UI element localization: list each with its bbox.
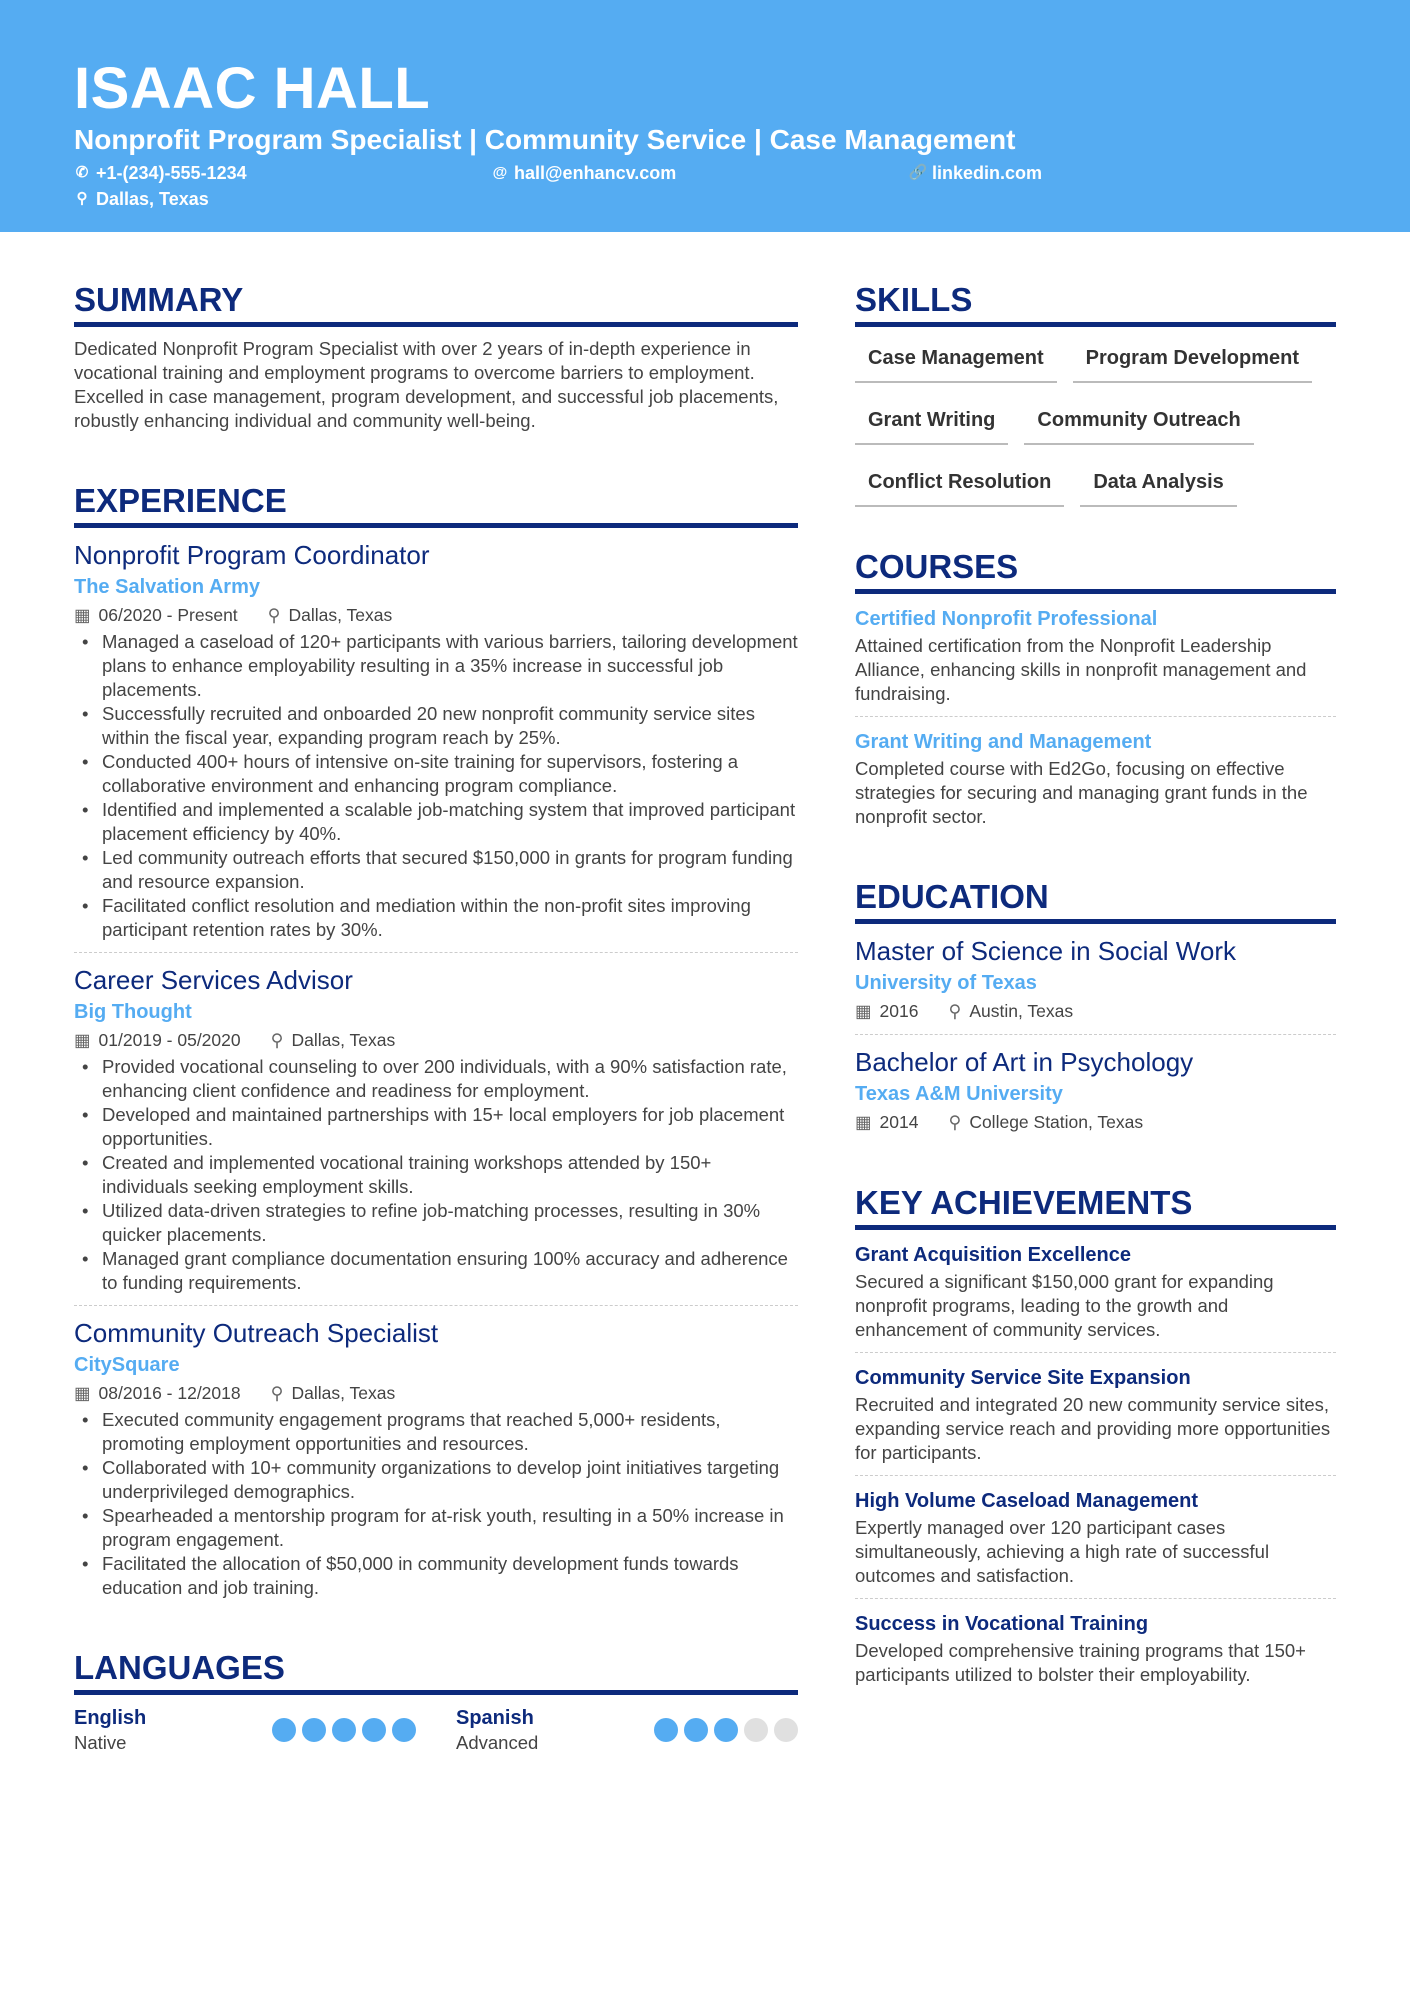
rating-dot (714, 1718, 738, 1742)
achievement-description: Developed comprehensive training programs that 150+ participants utilized to bolster their employability. (855, 1640, 1306, 1685)
bullet-item: • Developed and maintained partnerships with 15+ local employers for job placement opportunities. (74, 1103, 798, 1151)
bullet-item: • Created and implemented vocational training workshops attended by 150+ individuals seeking employment skills. (74, 1151, 798, 1199)
contact-info (74, 160, 1336, 212)
date (855, 1109, 918, 1135)
education-heading: EDUCATION (855, 877, 1336, 924)
candidate-title: Nonprofit Program Specialist | Community Service | Case Management (74, 124, 1016, 155)
date (74, 1027, 241, 1053)
rating-dot (774, 1718, 798, 1742)
bullet-list (74, 1408, 798, 1600)
divider (855, 716, 1336, 717)
company-name: Big Thought (74, 1001, 192, 1023)
link-icon: 🔗 (908, 164, 928, 181)
rating-dot (654, 1718, 678, 1742)
location-pin-icon: ⚲ (267, 605, 281, 625)
divider (74, 1305, 798, 1306)
skill-tag: Data Analysis (1080, 461, 1236, 507)
meta-row (855, 1109, 1336, 1135)
bullet-item: • Facilitated conflict resolution and mediation within the non-profit sites improving participant retention rates by 30%. (74, 894, 798, 942)
skill-tag: Case Management (855, 337, 1057, 383)
bullet-item: • Facilitated the allocation of $50,000 in community development funds towards education and job training. (74, 1552, 798, 1600)
location (271, 1027, 396, 1053)
language-text (74, 1705, 146, 1755)
divider (855, 1034, 1336, 1035)
date (855, 998, 918, 1024)
language-level: Advanced (456, 1732, 539, 1753)
calendar-icon: ▦ (74, 1030, 91, 1050)
course-description: Attained certification from the Nonprofit Leadership Alliance, enhancing skills in nonprofit management and fundraising. (855, 635, 1307, 704)
meta-row (855, 998, 1336, 1024)
languages-heading: LANGUAGES (74, 1648, 798, 1695)
achievement-title: Grant Acquisition Excellence (855, 1244, 1132, 1266)
meta-row (74, 1027, 798, 1053)
divider (855, 1475, 1336, 1476)
bullet-list (74, 630, 798, 942)
calendar-icon: ▦ (74, 605, 91, 625)
skill-tag: Program Development (1073, 337, 1312, 383)
candidate-name: ISAAC HALL (74, 56, 431, 121)
experience-item (74, 1316, 798, 1600)
achievement-title: Community Service Site Expansion (855, 1367, 1191, 1389)
date-text: 2016 (879, 1001, 919, 1021)
left-column (74, 232, 798, 1755)
divider (855, 1352, 1336, 1353)
phone[interactable]: +1-(234)-555-1234 (96, 163, 247, 183)
experience-heading: EXPERIENCE (74, 481, 798, 528)
bullet-item: • Successfully recruited and onboarded 20 new nonprofit community service sites within the fiscal year, expanding program reach by 25%. (74, 702, 798, 750)
achievements-heading: KEY ACHIEVEMENTS (855, 1183, 1336, 1230)
languages-list (74, 1705, 798, 1755)
experience-item (74, 963, 798, 1306)
language-rating (272, 1718, 416, 1742)
location (948, 1109, 1143, 1135)
job-title: Community Outreach Specialist (74, 1318, 439, 1348)
language-name: English (74, 1707, 147, 1729)
bullet-item: • Identified and implemented a scalable job-matching system that improved participant placement efficiency by 40%. (74, 798, 798, 846)
courses-heading: COURSES (855, 547, 1336, 594)
bullet-item: • Provided vocational counseling to over 200 individuals, with a 90% satisfaction rate, enhancing client confidence and readiness for employment. (74, 1055, 798, 1103)
divider (855, 1598, 1336, 1599)
date-text: 01/2019 - 05/2020 (98, 1030, 241, 1050)
location-pin-icon: ⚲ (270, 1030, 284, 1050)
courses-list (855, 604, 1336, 829)
achievements-list (855, 1240, 1336, 1687)
summary-text: Dedicated Nonprofit Program Specialist with over 2 years of in-depth experience in vocational training and employment programs to overcome barriers to employment. Excelled in case management, program development, and successful job placements, robustly enhancing individual and community well-being. (74, 338, 779, 431)
company-name: CitySquare (74, 1354, 180, 1376)
achievement-description: Secured a significant $150,000 grant for expanding nonprofit programs, leading to the growth and enhancement of community services. (855, 1271, 1274, 1340)
rating-dot (332, 1718, 356, 1742)
bullet-item: • Managed a caseload of 120+ participants with various barriers, tailoring development plans to enhance employability resulting in a 35% increase in successful job placements. (74, 630, 798, 702)
degree: Master of Science in Social Work (855, 936, 1236, 966)
achievement-title: High Volume Caseload Management (855, 1490, 1199, 1512)
date-text: 2014 (879, 1112, 919, 1132)
resume-header (0, 0, 1410, 232)
experience-item (74, 538, 798, 953)
location-pin-icon: ⚲ (76, 190, 88, 207)
achievement-description: Expertly managed over 120 participant cases simultaneously, achieving a high rate of successful outcomes and satisfaction. (855, 1517, 1270, 1586)
location (271, 1380, 396, 1406)
date-text: 06/2020 - Present (98, 605, 238, 625)
linkedin-link[interactable]: linkedin.com (932, 163, 1043, 183)
location: Dallas, Texas (96, 189, 209, 209)
calendar-icon: ▦ (855, 1001, 872, 1021)
job-title: Nonprofit Program Coordinator (74, 540, 430, 570)
location-text: Dallas, Texas (291, 1030, 396, 1050)
language-name: Spanish (456, 1707, 534, 1729)
language-text (456, 1705, 538, 1755)
email[interactable]: hall@enhancv.com (514, 163, 677, 183)
bullet-item: • Executed community engagement programs that reached 5,000+ residents, promoting employment opportunities and resources. (74, 1408, 798, 1456)
rating-dot (302, 1718, 326, 1742)
course-description: Completed course with Ed2Go, focusing on effective strategies for securing and managing grant funds in the nonprofit sector. (855, 758, 1308, 827)
skills-heading: SKILLS (855, 280, 1336, 327)
divider (74, 952, 798, 953)
language-item (74, 1705, 456, 1755)
phone-icon: ✆ (75, 164, 89, 181)
calendar-icon: ▦ (74, 1383, 91, 1403)
experience-list (74, 538, 798, 1600)
location-text: Austin, Texas (969, 1001, 1074, 1021)
bullet-item: • Utilized data-driven strategies to refine job-matching processes, resulting in 30% quicker placements. (74, 1199, 798, 1247)
summary-heading: SUMMARY (74, 280, 798, 327)
achievement-description: Recruited and integrated 20 new community service sites, expanding service reach and providing more opportunities for participants. (855, 1394, 1331, 1463)
location (268, 602, 393, 628)
course-title: Grant Writing and Management (855, 731, 1152, 753)
company-name: The Salvation Army (74, 576, 260, 598)
date (74, 1380, 241, 1406)
bullet-item: • Spearheaded a mentorship program for at-risk youth, resulting in a 50% increase in program engagement. (74, 1504, 798, 1552)
rating-dot (272, 1718, 296, 1742)
date-text: 08/2016 - 12/2018 (98, 1383, 241, 1403)
degree: Bachelor of Art in Psychology (855, 1047, 1194, 1077)
bullet-list (74, 1055, 798, 1295)
skill-tag: Conflict Resolution (855, 461, 1064, 507)
meta-row (74, 602, 798, 628)
calendar-icon: ▦ (855, 1112, 872, 1132)
location-pin-icon: ⚲ (270, 1383, 284, 1403)
location-pin-icon: ⚲ (948, 1112, 962, 1132)
location-text: College Station, Texas (969, 1112, 1144, 1132)
rating-dot (362, 1718, 386, 1742)
location-text: Dallas, Texas (291, 1383, 396, 1403)
date (74, 602, 238, 628)
bullet-item: • Collaborated with 10+ community organizations to develop joint initiatives targeting underprivileged demographics. (74, 1456, 798, 1504)
bullet-item: • Led community outreach efforts that secured $150,000 in grants for program funding and resource expansion. (74, 846, 798, 894)
at-icon: @ (492, 164, 508, 181)
course-title: Certified Nonprofit Professional (855, 608, 1158, 630)
skill-tag: Community Outreach (1024, 399, 1253, 445)
bullet-item: • Conducted 400+ hours of intensive on-site training for supervisors, fostering a collaborative environment and enhancing program compliance. (74, 750, 798, 798)
job-title: Career Services Advisor (74, 965, 353, 995)
location-pin-icon: ⚲ (948, 1001, 962, 1021)
achievement-title: Success in Vocational Training (855, 1613, 1149, 1635)
right-column (855, 232, 1336, 1687)
school-name: University of Texas (855, 972, 1037, 994)
language-item (456, 1705, 798, 1755)
skill-tag: Grant Writing (855, 399, 1008, 445)
language-rating (654, 1718, 798, 1742)
location (948, 998, 1073, 1024)
language-level: Native (74, 1732, 127, 1753)
education-list (855, 934, 1336, 1135)
meta-row (74, 1380, 798, 1406)
rating-dot (684, 1718, 708, 1742)
school-name: Texas A&M University (855, 1083, 1063, 1105)
bullet-item: • Managed grant compliance documentation ensuring 100% accuracy and adherence to funding requirements. (74, 1247, 798, 1295)
rating-dot (392, 1718, 416, 1742)
skills-list (855, 337, 1336, 523)
location-text: Dallas, Texas (288, 605, 393, 625)
rating-dot (744, 1718, 768, 1742)
